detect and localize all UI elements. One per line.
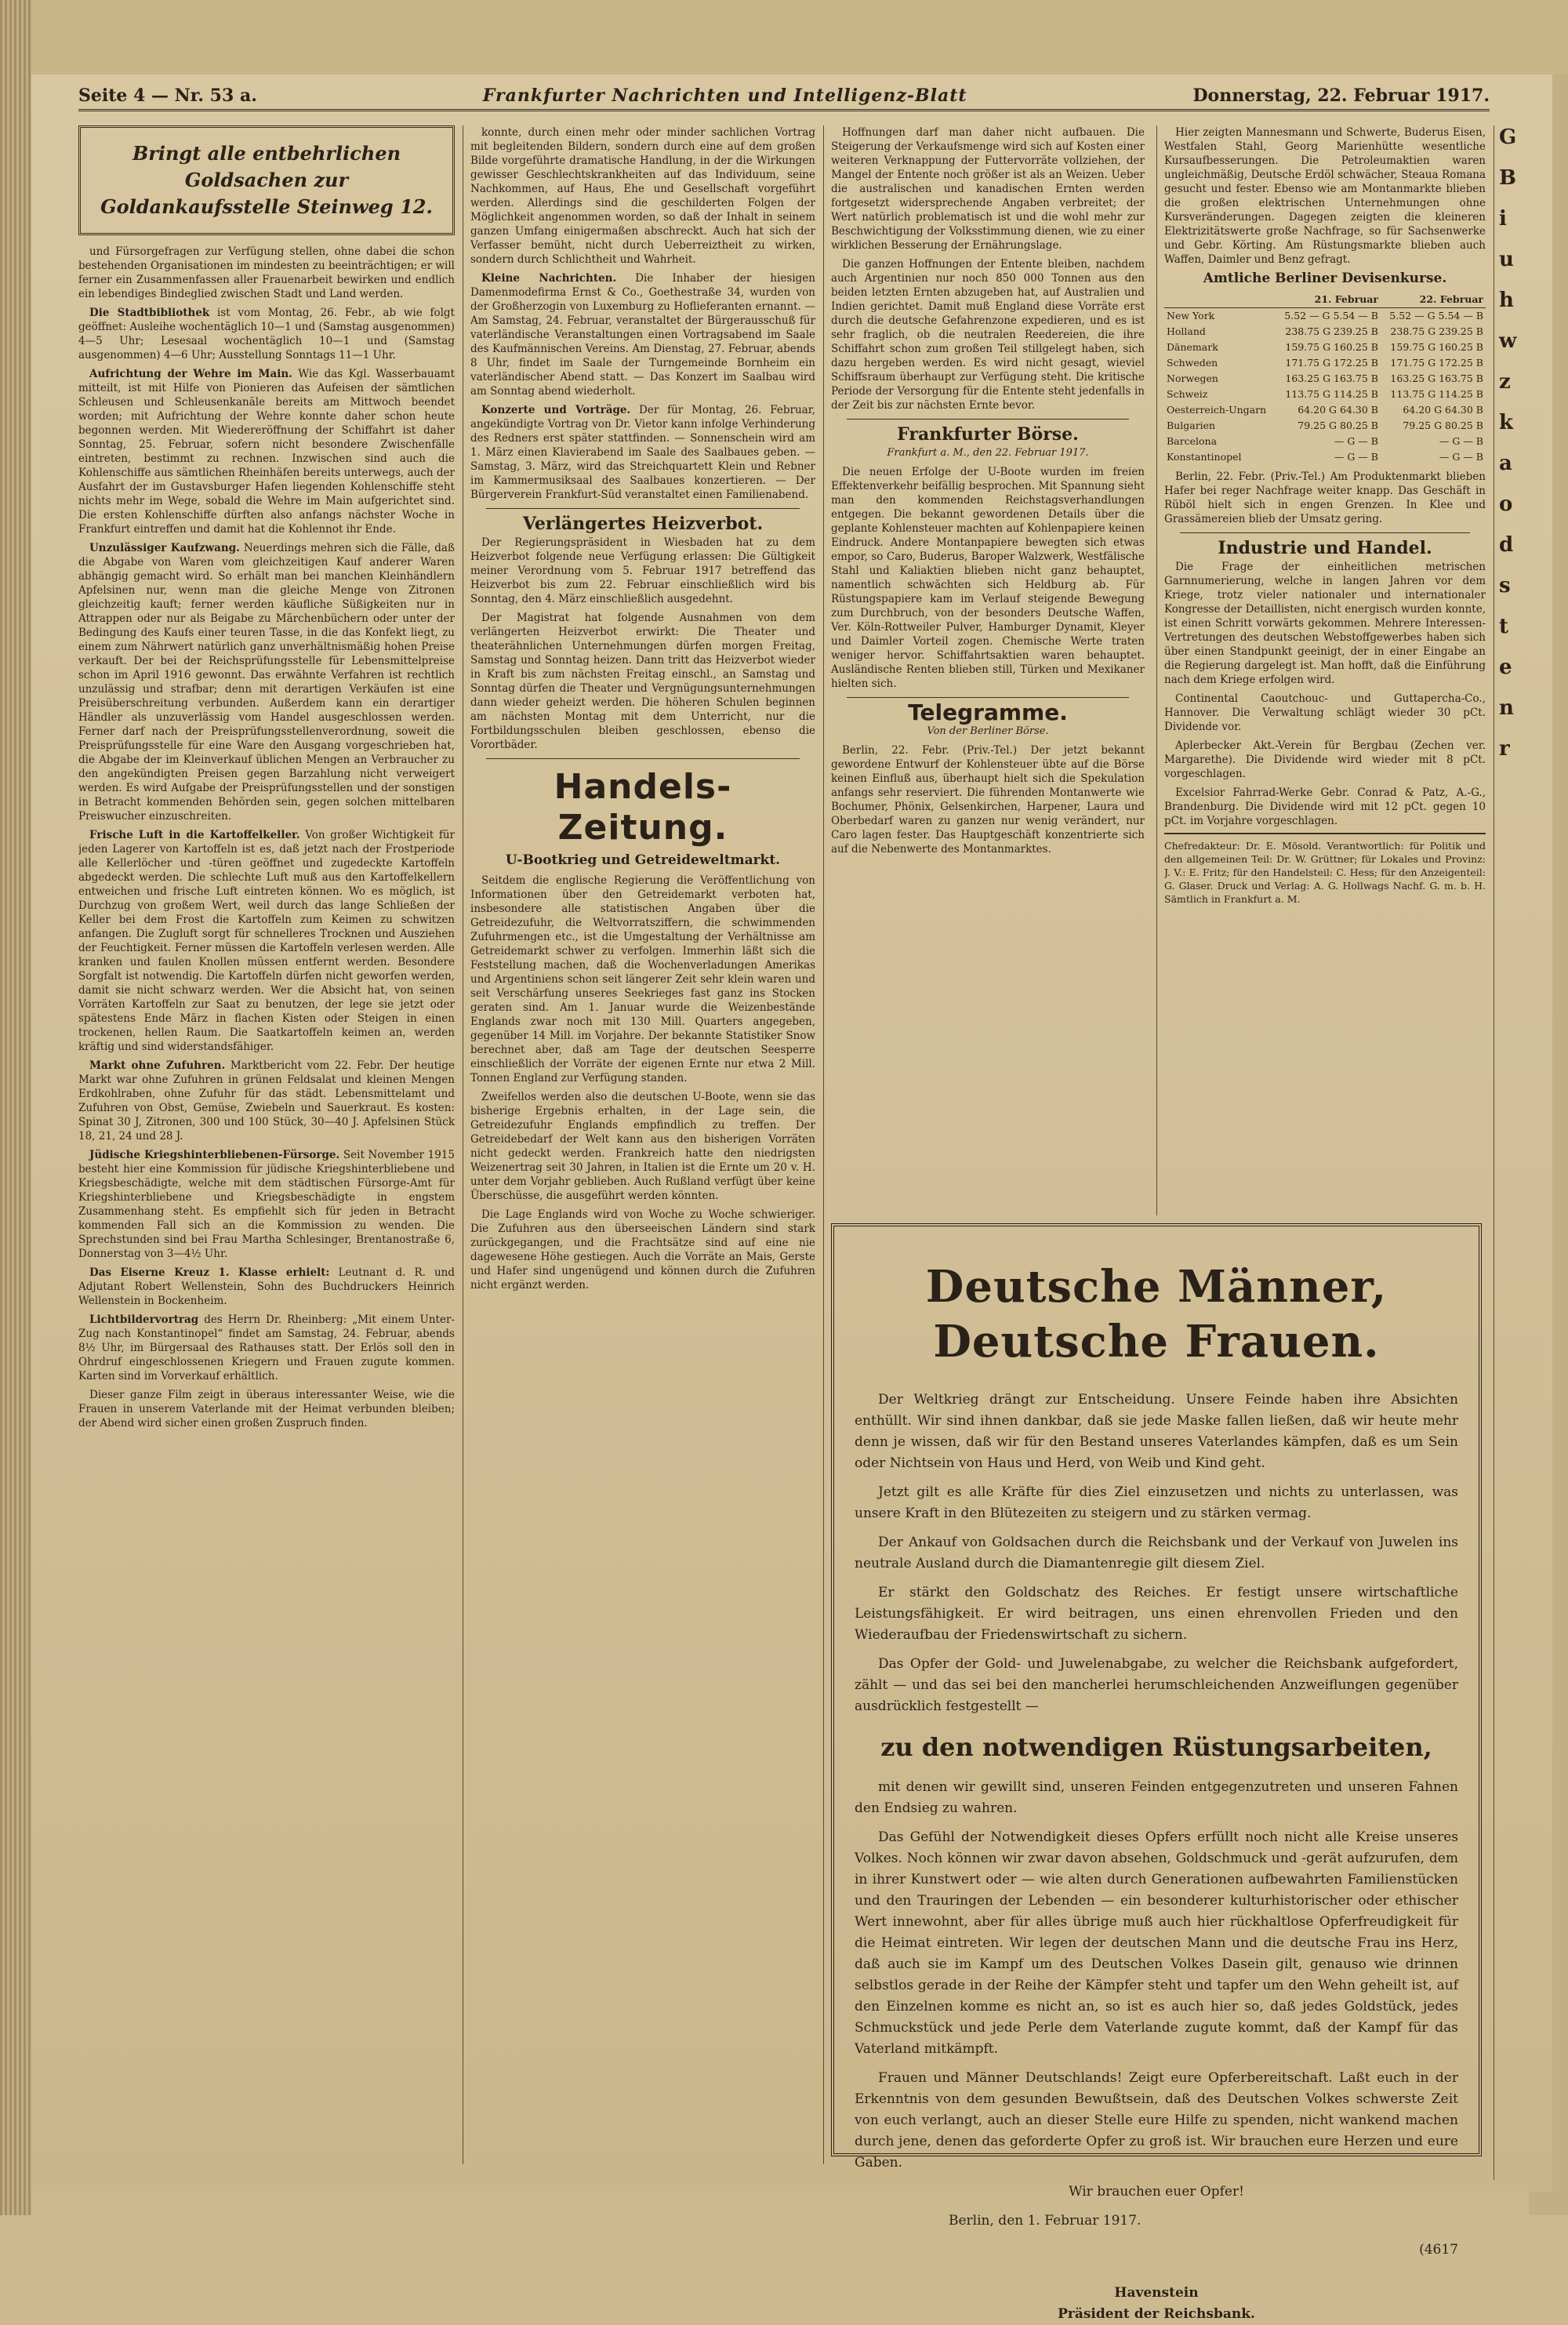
table-cell: — G — B <box>1439 435 1483 447</box>
table-row <box>1164 387 1486 402</box>
article-heizverbot-2: Der Magistrat hat folgende Ausnahmen von dem verlängerten Heizverbot erwirkt: Die Theater und theaterähnlichen Unternehmungen dürfen morgen Freitag, Samstag und Sonntag heizen. Dann tritt das Heizverbot wieder in Kraft bis zum nächsten Freitag einschl., an Samstag und Sonntag dürfen die Theater und Vergnügungsunternehmungen dann wieder geheizt werden. Die höheren Schulen beginnen am nächsten Montag mit dem Unterricht, nur die Fortbildungsschulen bleiben geschlossen, ebenso die Vorortbäder. <box>470 612 815 751</box>
table-cell: 171.75 G 172.25 B <box>1390 357 1483 369</box>
article-markt: Markt ohne Zufuhren. Marktbericht vom 22. Febr. Der heutige Markt war ohne Zufuhren in grünen Feldsalat und kleinen Mengen Erdkohlraben, ohne Zufuhr für das städt. Lebensmittelamt und Zufuhren von Obst, Gemüse, Zwiebeln und Sauerkraut. Es kosten: Spinat 30 J, Zitronen, 300 und 100 Stück, 30—40 J. Apfelsinen Stück 18, 21, 24 und 28 J. <box>78 1059 455 1143</box>
article-produktenmarkt: Berlin, 22. Febr. (Priv.-Tel.) Am Produktenmarkt blieben Hafer bei reger Nachfrage weiter knapp. Das Geschäft in Rüböl hielt sich in engen Grenzen. In Klee und Grassämereien blieb der Umsatz gering. <box>1164 470 1486 525</box>
devisen-table <box>1164 292 1486 465</box>
article-film: Dieser ganze Film zeigt in überaus interessanter Weise, wie die Frauen in unserem Vaterlande mit der Heimat verbunden bleiben; der Abend wird sicher einen großen Zuspruch finden. <box>78 1389 455 1430</box>
appeal-paragraph: Der Weltkrieg drängt zur Entscheidung. Unsere Feinde haben ihre Absichten enthüllt. Wir sind ihnen dankbar, daß sie jede Maske fallen ließen, daß wir heute mehr denn je wissen, daß wir für den Bestand unseres Vaterlandes kämpfen, daß es um Sein oder Nichtsein von Haus und Herd, von Weib und Kind geht. <box>855 1392 1458 1471</box>
lead-kriegshinterbliebene: Jüdische Kriegshinterbliebenen-Fürsorge. <box>89 1149 340 1161</box>
table-cell: 238.75 G 239.25 B <box>1285 325 1378 337</box>
appeal-paragraph: Jetzt gilt es alle Kräfte für dies Ziel einzusetzen und nichts zu unterlassen, was unsere Kraft in den Blütezeiten zu steigern und zu stärken vermag. <box>855 1484 1458 1521</box>
appeal-paragraph: Frauen und Männer Deutschlands! Zeigt eure Opferbereitschaft. Laßt euch in der Erkenntnis von dem gesunden Bewußtsein, daß des Deutschen Volkes schwerste Zeit von euch verlangt, auch an dieser Stelle eure Hilfe zu spenden, nicht wankend machen durch jene, denen das geforderte Opfer zu groß ist. Wir brauchen eure Herzen und eure Gaben. <box>855 2070 1458 2171</box>
table-header-cell: 22. Februar <box>1381 292 1486 308</box>
table-row <box>1164 340 1486 355</box>
article-getreide-4: Hoffnungen darf man daher nicht aufbauen. Die Steigerung der Verkaufsmenge wird sich auf Kosten einer weiteren Verknappung der Futtervorräte vollziehen, der Mangel der Entente noch größer ist als an Weizen. Ueber die australischen und kanadischen Ernten werden fortgesetzt widersprechende Angaben verbreitet; der Wert natürlich problematisch ist und die wohl mehr zur Beschwichtigung der Volksstimmung dienen, wie zu einer wirklichen Besserung der Ernährungslage. <box>831 126 1145 252</box>
table-cell: 163.25 G 163.75 B <box>1285 372 1378 384</box>
column-1 <box>78 125 455 2164</box>
table-header-cell: 21. Februar <box>1276 292 1381 308</box>
article-getreide-5: Die ganzen Hoffnungen der Entente bleiben, nachdem auch Argentinien nur noch 850 000 Tonnen aus den beiden letzten Ernten abzugeben hat, auf Australien und Indien gerichtet. Damit muß England diese Vorräte erst durch die deutsche Gefahrenzone expedieren, und es ist sehr fraglich, ob die neutralen Reedereien, die ihre Schiffahrt schon zum großen Teil stillgelegt haben, sich dazu hergeben werden. Es wird nicht gesagt, wieviel Schiffsraum überhaupt zur Verfügung steht. Die kritische Periode der Versorgung für die Entente steht jedenfalls in der Zeit bis zur nächsten Ernte bevor. <box>831 258 1145 412</box>
lead-kartoffelkeller: Frische Luft in die Kartoffelkeller. <box>89 829 300 841</box>
lead-kleine-nachrichten: Kleine Nachrichten. <box>481 272 617 285</box>
article-konzerte: Konzerte und Vorträge. Der für Montag, 26. Februar, angekündigte Vortrag von Dr. Vietor kann infolge Verhinderung des Redners erst später stattfinden. — Sonnenschein wird am 1. März einen Klavierabend im Saale des Saalbaues geben. — Samstag, 3. März, wird das Streichquartett Klein und Rebner im Kammermusiksaal des Saalbaues konzertieren. — Der Bürgerverein Frankfurt-Süd veranstaltet einen Familienabend. <box>470 404 815 501</box>
article-kriegshinterbliebene: Jüdische Kriegshinterbliebenen-Fürsorge. Seit November 1915 besteht hier eine Kommission für jüdische Kriegshinterbliebene und Kriegsbeschädigte, welche mit dem städtischen Fürsorge-Amt für Kriegshinterbliebene und Kriegsbeschädigte in engstem Zusammenhang steht. Es empfiehlt sich für jeden in Betracht kommenden Fall sich an die Kommission zu wenden. Die Sprechstunden sind bei Frau Martha Schlesinger, Brentanostraße 6, Donnerstag von 3—4½ Uhr. <box>78 1149 455 1260</box>
column-3 <box>831 125 1145 1215</box>
strip-glyph: a <box>1499 452 1512 475</box>
heading-heizverbot: Verlängertes Heizverbot. <box>522 514 764 534</box>
article-stadtbibliothek: Die Stadtbibliothek ist vom Montag, 26. Febr., ab wie folgt geöffnet: Ausleihe wochentäglich 10—1 und (Samstag ausgenommen) 4—5 Uhr; Lesesaal wochentäglich 10—1 und (Samstag ausgenommen) 4—6 Uhr; Ausstellung Sonntags 11—1 Uhr. <box>78 307 455 361</box>
heading-devisenkurse: Amtliche Berliner Devisenkurse. <box>1203 271 1447 286</box>
article-excelsior: Excelsior Fahrrad-Werke Gebr. Conrad & Patz, A.-G., Brandenburg. Die Dividende wird mit 12 pCt. gegen 10 pCt. im Vorjahre vorgeschlagen. <box>1164 787 1486 827</box>
table-cell: Barcelona <box>1167 435 1218 447</box>
subheading-ubootkrieg: U-Bootkrieg und Getreideweltmarkt. <box>505 852 781 868</box>
lead-konzerte: Konzerte und Vorträge. <box>481 404 631 416</box>
strip-glyph: G <box>1499 125 1517 149</box>
page-header <box>78 82 1490 111</box>
strip-glyph: n <box>1499 696 1514 720</box>
table-row <box>1164 355 1486 371</box>
appeal-signature-title: Präsident der Reichsbank. <box>1058 2306 1255 2322</box>
strip-glyph: i <box>1499 207 1507 231</box>
boerse-date: Frankfurt a. M., den 22. Februar 1917. <box>887 447 1089 459</box>
table-cell: 5.52 — G 5.54 — B <box>1389 310 1483 322</box>
lead-markt: Markt ohne Zufuhren. <box>89 1059 226 1072</box>
strip-glyph: t <box>1499 615 1509 638</box>
appeal-signature: Havenstein <box>1114 2285 1199 2301</box>
table-cell: 163.25 G 163.75 B <box>1390 372 1483 384</box>
strip-glyph: e <box>1499 656 1512 679</box>
table-cell: Konstantinopel <box>1167 451 1242 463</box>
divider <box>847 697 1129 698</box>
divider <box>1180 532 1470 533</box>
table-cell: Schweiz <box>1167 388 1208 400</box>
lead-stadtbibliothek: Die Stadtbibliothek <box>89 307 210 319</box>
table-cell: 113.75 G 114.25 B <box>1285 388 1378 400</box>
article-getreide-3: Die Lage Englands wird von Woche zu Woche schwieriger. Die Zufuhren aus den überseeischen Ländern sind stark zurückgegangen, und die Frachtsätze sind auf eine nie dagewesene Höhe gestiegen. Auch die Vorräte an Mais, Gerste und Hafer sind ungenügend und können durch die Zufuhren nicht ergänzt werden. <box>470 1208 815 1291</box>
table-cell: Holland <box>1167 325 1206 337</box>
book-binding <box>0 0 31 2215</box>
strip-glyph: d <box>1499 533 1514 557</box>
heading-frankfurter-boerse: Frankfurter Börse. <box>897 424 1079 445</box>
reichsbank-appeal-ad <box>831 1223 1482 2322</box>
article-kleine-nachrichten: Kleine Nachrichten. Die Inhaber der hiesigen Damenmodefirma Ernst & Co., Goethestraße 34, wurden von der Großherzogin von Luxemburg zu Hoflieferanten ernannt. — Am Samstag, 24. Februar, veranstaltet der Bürgerausschuß für vaterländische Veranstaltungen einen Vortragsabend im Saale des Kaufmännischen Vereins. Am Dienstag, 27. Februar, abends 8 Uhr, findet im Saale der Turngemeinde Bornheim ein vaterländischer Abend statt. — Das Konzert im Saalbau wird am Sonntag abend wiederholt. <box>470 272 815 398</box>
table-cell: 113.75 G 114.25 B <box>1390 388 1483 400</box>
gold-collection-ad: Bringt alle entbehrlichen Goldsachen zur Goldankaufsstelle Steinweg 12. <box>78 125 455 235</box>
page-top-margin <box>31 0 1568 74</box>
table-cell: 159.75 G 160.25 B <box>1390 341 1483 353</box>
strip-glyph: r <box>1499 737 1510 761</box>
appeal-ad-code: (4617 <box>1419 2242 1458 2258</box>
table-cell: New York <box>1167 310 1215 322</box>
article-getreide-2: Zweifellos werden also die deutschen U-Boote, wenn sie das bisherige Ergebnis erhalten, in der Lage sein, die Getreidezufuhr Englands empfindlich zu treffen. Der Getreidebedarf der Welt kann aus den bisherigen Vorräten nicht gedeckt werden. Frankreich hatte den niedrigsten Weizenertrag seit 30 Jahren, in Italien ist die Ernte um 20 v. H. unter dem Vorjahr geblieben. Auch Rußland verfügt über keine Überschüsse, die ausgeführt werden könnten. <box>470 1091 815 1202</box>
adjacent-page-strip <box>1494 125 1526 2180</box>
strip-glyph: h <box>1499 289 1514 312</box>
lead-kaufzwang: Unzulässiger Kaufzwang. <box>89 542 240 554</box>
table-row <box>1164 418 1486 434</box>
column-4 <box>1164 125 1486 1215</box>
table-row <box>1164 449 1486 465</box>
table-cell: 238.75 G 239.25 B <box>1390 325 1483 337</box>
article-film-review: konnte, durch einen mehr oder minder sachlichen Vortrag mit begleitenden Bildern, sondern durch eine auf dem großen Bilde vorgeführte dramatische Handlung, in der die Wirkungen gewisser Geschlechtskrankheiten auf das Individuum, seine Nachkommen, auf Haus, Ehe und Gesellschaft vorgeführt werden. Allerdings sind die geschilderten Folgen der Möglichkeit angenommen worden, so daß der Inhalt in seinem ganzen Umfang einigermaßen abschreckt. Auch hat sich der Verfasser bemüht, nicht durch Ueberreiztheit zu wirken, sondern durch Schlichtheit und Wahrheit. <box>470 126 815 266</box>
article-berliner-boerse-cont: Hier zeigten Mannesmann und Schwerte, Buderus Eisen, Westfalen Stahl, Georg Marienhütte wesentliche Kursaufbesserungen. Die Petroleumaktien waren ungleichmäßig, Deutsche Erdöl schwächer, Steaua Romana gesucht und fester. Ebenso wie am Montanmarkte blieben die großen elektrischen Unternehmungen ohne Kursveränderungen. Dagegen zeigten die kleineren Elektrizitätswerte große Nachfrage, so für Sachsenwerke und Gebr. Körting. Am Rüstungsmarkte blieben auch Waffen, Daimler und Benz gefragt. <box>1164 126 1486 266</box>
table-cell: — G — B <box>1334 435 1378 447</box>
appeal-highlight: zu den notwendigen Rüstungsarbeiten, <box>880 1732 1432 1762</box>
appeal-paragraph: Er stärkt den Goldschatz des Reiches. Er festigt unsere wirtschaftliche Leistungsfähigkeit. Er wird beitragen, uns einen ehrenvollen Frieden und den Wiederaufbau der Friedenswirtschaft zu sichern. <box>855 1585 1458 1643</box>
header-page-number: Seite 4 — Nr. 53 a. <box>78 85 257 106</box>
article-kartoffelkeller: Frische Luft in die Kartoffelkeller. Von großer Wichtigkeit für jeden Lagerer von Kartoffeln ist es, daß jetzt nach der Frostperiode alle Kellerlöcher und -türen geöffnet und zugedeckte Kartoffeln abgedeckt werden. Die schlechte Luft muß aus den Kartoffelkellern entweichen und frische Luft eintreten können. Wo es möglich, ist Durchzug von großem Wert, weil durch das lange Schließen der Keller bei dem Frost die Kartoffeln zum Keimen zu schwitzen anfangen. Die Zugluft sorgt für schnelleres Trocknen und Ausziehen der Feuchtigkeit. Ferner müssen die Kartoffeln verlesen werden. Alle kranken und faulen Knollen müssen entfernt werden. Besondere Sorgfalt ist notwendig. Die Kartoffeln dürfen nicht geworfen werden, damit sie nicht schwarz werden. Wer die Absicht hat, von seinen Vorräten Kartoffeln zur Saat zu benutzen, der lege sie jetzt oder spätestens Ende März in flachen Kisten oder Steigen in einen trockenen, hellen Raum. Die Saatkartoffeln keimen an, werden kräftig und sind widerstandsfähiger. <box>78 829 455 1053</box>
strip-glyph: u <box>1499 248 1514 271</box>
divider <box>486 508 800 509</box>
column-rule-3 <box>1156 125 1157 1215</box>
lead-wehre: Aufrichtung der Wehre im Main. <box>89 368 292 380</box>
article-garnnumerierung: Die Frage der einheitlichen metrischen Garnnumerierung, welche in langen Jahren vor dem Kriege, trotz vieler nationaler und internationaler Kongresse der Detaillisten, nicht energisch wurden konnte, ist einen Schritt vorwärts gekommen. Mehrere Interessen-Vertretungen des deutschen Webstoffgewerbes haben sich über einen Standpunkt geeinigt, der in einer Eingabe an die Regierung dargelegt ist. Man hofft, daß die Einführung nach dem Kriege erfolgen wird. <box>1164 561 1486 686</box>
table-cell: Oesterreich-Ungarn <box>1167 404 1267 416</box>
heading-handels-zeitung: Handels-Zeitung. <box>554 767 732 848</box>
table-cell: 5.52 — G 5.54 — B <box>1284 310 1378 322</box>
column-rule-2 <box>823 125 824 2164</box>
divider <box>486 758 800 759</box>
strip-glyph: z <box>1499 370 1511 394</box>
table-cell: 64.20 G 64.30 B <box>1403 404 1483 416</box>
table-cell: Dänemark <box>1167 341 1218 353</box>
appeal-call: Wir brauchen euer Opfer! <box>1069 2184 1244 2200</box>
table-header-cell <box>1164 292 1276 308</box>
header-masthead: Frankfurter Nachrichten und Intelligenz-Blatt <box>482 85 967 106</box>
article-getreide-1: Seitdem die englische Regierung die Veröffentlichung von Informationen über den Getreidemarkt verboten hat, insbesondere alle statistischen Angaben über die Getreidezufuhr, die Weltvorratsziffern, die schwimmenden Zufuhrmengen etc., ist die Umgestaltung der Verhältnisse am Getreidemarkt schwer zu verfolgen. Immerhin läßt sich die Feststellung machen, daß die Wochenverladungen Amerikas und Argentiniens schon seit längerer Zeit sehr klein waren und seit Verschärfung unseres Seekrieges fast ganz ins Stocken geraten sind. Am 1. Januar wurde die Weizenbestände Englands zwar noch mit 130 Mill. Quarters angegeben, gegenüber 14 Mill. im Vorjahre. Der bekannte Statistiker Snow berechnet aber, daß am Tage der deutschen Seesperre einschließlich der Vorräte der eigenen Ernte nur etwa 2 Mill. Tonnen England zur Verfügung standen. <box>470 874 815 1084</box>
article-kaufzwang: Unzulässiger Kaufzwang. Neuerdings mehren sich die Fälle, daß die Abgabe von Waren vom gleichzeitigen Kauf anderer Waren abhängig gemacht wird. So erhält man bei manchen Kleinhändlern Apfelsinen nur, wenn man die gleiche Menge von Zitronen gleichzeitig kauft; ferner werden käufliche Süßigkeiten nur in Attrappen oder nur als Beigabe zu Märchenbüchern oder unter der Bedingung des Kaufs einer teuren Tasse, in die das Konfekt liegt, zu einem zum Nährwert natürlich ganz unverhältnismäßig hohen Preise verkauft. Der bei der Reichsprüfungsstelle für Lebensmittelpreise schon im April 1916 gewonnt. Das erwähnte Verfahren ist rechtlich unzulässig und strafbar; denn mit derartigen Verkäufen ist eine Preisüberschreitung verbunden. Außerdem kann ein derartiger Händler als unzuverlässig vom Handel ausgeschlossen werden. Ferner darf nach der Preisprüfungsstellenverordnung, soweit die Preisprüfungsstelle für eine Ware den Ausgang vorgeschrieben hat, die Abgabe der im Kleinverkauf üblichen Mengen an Verbraucher zu den angekündigten Preisen gegen Barzahlung nicht verweigert werden. Es wird Aufgabe der Preisprüfungsstellen und der sonstigen in Betracht kommenden Behörden sein, gegen solchen mittelbaren Preiswucher einzuschreiten. <box>78 542 455 823</box>
lead-eisernes-kreuz: Das Eiserne Kreuz 1. Klasse erhielt: <box>89 1266 330 1279</box>
appeal-paragraph: Der Ankauf von Goldsachen durch die Reichsbank und der Verkauf von Juwelen ins neutrale Ausland durch die Diamantenregie gilt diesem Ziel. <box>855 1535 1458 1571</box>
table-row <box>1164 371 1486 387</box>
column-2 <box>470 125 815 2164</box>
table-cell: 79.25 G 80.25 B <box>1298 420 1378 431</box>
table-cell: 159.75 G 160.25 B <box>1285 341 1378 353</box>
lead-lichtbildervortrag: Lichtbildervortrag <box>89 1313 199 1326</box>
table-header-row <box>1164 292 1486 308</box>
article-aplerbecker: Aplerbecker Akt.-Verein für Bergbau (Zechen ver. Margarethe). Die Dividende wird wieder mit 8 pCt. vorgeschlagen. <box>1164 739 1486 780</box>
table-cell: Schweden <box>1167 357 1218 369</box>
article-boerse: Die neuen Erfolge der U-Boote wurden im freien Effektenverkehr beifällig besprochen. Mit Spannung sieht man den kommenden Reichstagsverhandlungen entgegen. Die bekannt gewordenen Details über die geplante Kohlensteuer machten auf Kohlenpapiere keinen Eindruck. Andere Montanpapiere bewegten sich etwas empor, so Caro, Buderus, Baroper Walzwerk, Westfälische Stahl und Kaliaktien blieben nicht ganz behauptet, namentlich schwächten sich Heldburg ab. Für Rüstungspapiere kam im Verlauf steigende Bewegung zum Durchbruch, von der besonders Deutsche Waffen, Ver. Köln-Rottweiler Pulver, Hamburger Dynamit, Kleyer und Daimler Vorteil zogen. Chemische Werte traten weniger hervor. Schiffahrtsaktien waren behauptet. Ausländische Renten blieben still, Türken und Mexikaner hielten sich. <box>831 466 1145 690</box>
table-row <box>1164 308 1486 325</box>
header-date: Donnerstag, 22. Februar 1917. <box>1192 85 1490 106</box>
article-lichtbildervortrag: Lichtbildervortrag des Herrn Dr. Rheinberg: „Mit einem Unter-Zug nach Konstantinopel“ findet am Samstag, 24. Februar, abends 8½ Uhr, im Bürgersaal des Rathauses statt. Der Erlös soll den in Ohrdruf eingeschlossenen Kriegern und Frauen zugute kommen. Karten sind im Vorverkauf erhältlich. <box>78 1313 455 1382</box>
article-wehre-main: Aufrichtung der Wehre im Main. Wie das Kgl. Wasserbauamt mitteilt, ist mit Hilfe von Pionieren das Aufeisen der sämtlichen Schleusen und Schleusenkanäle bereits am Mittwoch beendet worden; mit Aufrichtung der Wehre konnte daher schon heute begonnen werden. Mit Wiedereröffnung der Schiffahrt ist daher Sonntag, 25. Februar, sofern nicht besondere Zwischenfälle eintreten, bestimmt zu rechnen. Inzwischen sind auch die Kohlenschiffe aus sämtlichen Rheinhäfen bereits unterwegs, auch der Ausfahrt der im Gustavsburger Hafen liegenden Kohlenschiffe steht nichts mehr im Wege, sobald die Wehre im Main aufgerichtet sind. Die ersten Kohlenschiffe dürften also anfangs nächster Woche in Frankfurt eintreffen und damit hat die Kohlennot ihr Ende. <box>78 368 455 536</box>
table-cell: — G — B <box>1439 451 1483 463</box>
strip-glyph: o <box>1499 492 1513 516</box>
table-cell: — G — B <box>1334 451 1378 463</box>
article-eisernes-kreuz: Das Eiserne Kreuz 1. Klasse erhielt: Leutnant d. R. und Adjutant Robert Wellenstein, Sohn des Buchdruckers Heinrich Wellenstein in Bockenheim. <box>78 1266 455 1307</box>
appeal-paragraph: Das Opfer der Gold- und Juwelenabgabe, zu welcher die Reichsbank aufgefordert, zählt — und das sei bei den mancherlei herumschleichenden Anzweiflungen gegenüber ausdrücklich festgestellt — <box>855 1656 1458 1714</box>
table-cell: 79.25 G 80.25 B <box>1403 420 1483 431</box>
table-cell: Norwegen <box>1167 372 1218 384</box>
table-row <box>1164 434 1486 449</box>
strip-glyph: B <box>1499 166 1516 190</box>
strip-glyph: k <box>1499 411 1514 434</box>
table-row <box>1164 402 1486 418</box>
appeal-paragraph: mit denen wir gewillt sind, unseren Feinden entgegenzutreten und unseren Fahnen den Endsieg zu wahren. <box>855 1779 1458 1816</box>
article-heizverbot-1: Der Regierungspräsident in Wiesbaden hat zu dem Heizverbot folgende neue Verfügung erlassen: Die Gültigkeit meiner Verordnung vom 5. Februar 1917 betreffend das Heizverbot bis zum 22. Februar einschließlich wird bis Sonntag, den 4. März einschließlich ausgedehnt. <box>470 536 815 605</box>
article-continental: Continental Caoutchouc- und Guttapercha-Co., Hannover. Die Verwaltung schlägt wieder 30 pCt. Dividende vor. <box>1164 692 1486 733</box>
strip-glyph: s <box>1499 574 1511 598</box>
impressum: Chefredakteur: Dr. E. Mösold. Verantwortlich: für Politik und den allgemeinen Teil: Dr. W. Grüttner; für Lokales und Provinz: J. V.: E. Fritz; für den Handelsteil: C. Hess; für den Anzeigenteil: G. Glaser. Druck und Verlag: A. G. Hollwags Nachf. G. m. b. H. Sämtlich in Frankfurt a. M. <box>1164 833 1486 906</box>
heading-telegramme: Telegramme. <box>908 699 1068 725</box>
strip-glyph: w <box>1499 329 1517 353</box>
appeal-title: Deutsche Männer, Deutsche Frauen. <box>925 1261 1388 1368</box>
table-cell: 171.75 G 172.25 B <box>1285 357 1378 369</box>
subheading-berliner-boerse: Von der Berliner Börse. <box>927 725 1049 737</box>
appeal-place-date: Berlin, den 1. Februar 1917. <box>949 2213 1142 2229</box>
appeal-paragraph: Das Gefühl der Notwendigkeit dieses Opfers erfüllt noch nicht alle Kreise unseres Volkes. Noch können wir zwar davon absehen, Goldschmuck und -gerät aufzurufen, dem in ihrer Kunstwert oder — wie alten durch Generationen aufbewahrten Familienstücken und den Trauringen der Lebenden — ein besonderer kulturhistorischer oder ethischer Wert innewohnt, aber für alles übrige muß auch hier rückhaltlose Opferfreudigkeit für die Heimat eintreten. Wir legen der deutschen Mann und die deutsche Frau ins Herz, daß auch sie im Kampf um des Deutschen Volkes Dasein gilt, genauso wie drinnen selbstlos gerade in der Reihe der Kämpfer steht und tapfer um den Wehn geheilt ist, auf den Einzelnen komme es nicht an, so ist es auch hier so, daß jedes Goldstück, jedes Schmuckstück und jede Perle dem Vaterlande zugute kommt, daß der Kampf für das Vaterland mitkämpft. <box>855 1829 1458 2057</box>
article-frauenarbeit: und Fürsorgefragen zur Verfügung stellen, ohne dabei die schon bestehenden Organisationen im mindesten zu beeinträchtigen; er will ferner ein Zusammenfassen aller Frauenarbeit bewirken und endlich ein lebendiges Bindeglied zwischen Stadt und Land werden. <box>78 245 455 300</box>
heading-industrie-handel: Industrie und Handel. <box>1218 538 1432 558</box>
divider <box>847 419 1129 420</box>
article-berliner-boerse: Berlin, 22. Febr. (Priv.-Tel.) Der jetzt bekannt gewordene Entwurf der Kohlensteuer übte auf die Börse keinen Einfluß aus, überhaupt hielt sich die Spekulation anfangs sehr reserviert. Die führenden Montanwerte wie Bochumer, Phönix, Gelsenkirchen, Harpener, Laura und Oberbedarf waren zu ganzen nur wenig verändert, nur Caro lagen fester. Das Hauptgeschäft konzentrierte sich auf die Nebenwerte des Montanmarktes. <box>831 744 1145 856</box>
table-cell: Bulgarien <box>1167 420 1216 431</box>
table-cell: 64.20 G 64.30 B <box>1298 404 1378 416</box>
table-row <box>1164 324 1486 340</box>
